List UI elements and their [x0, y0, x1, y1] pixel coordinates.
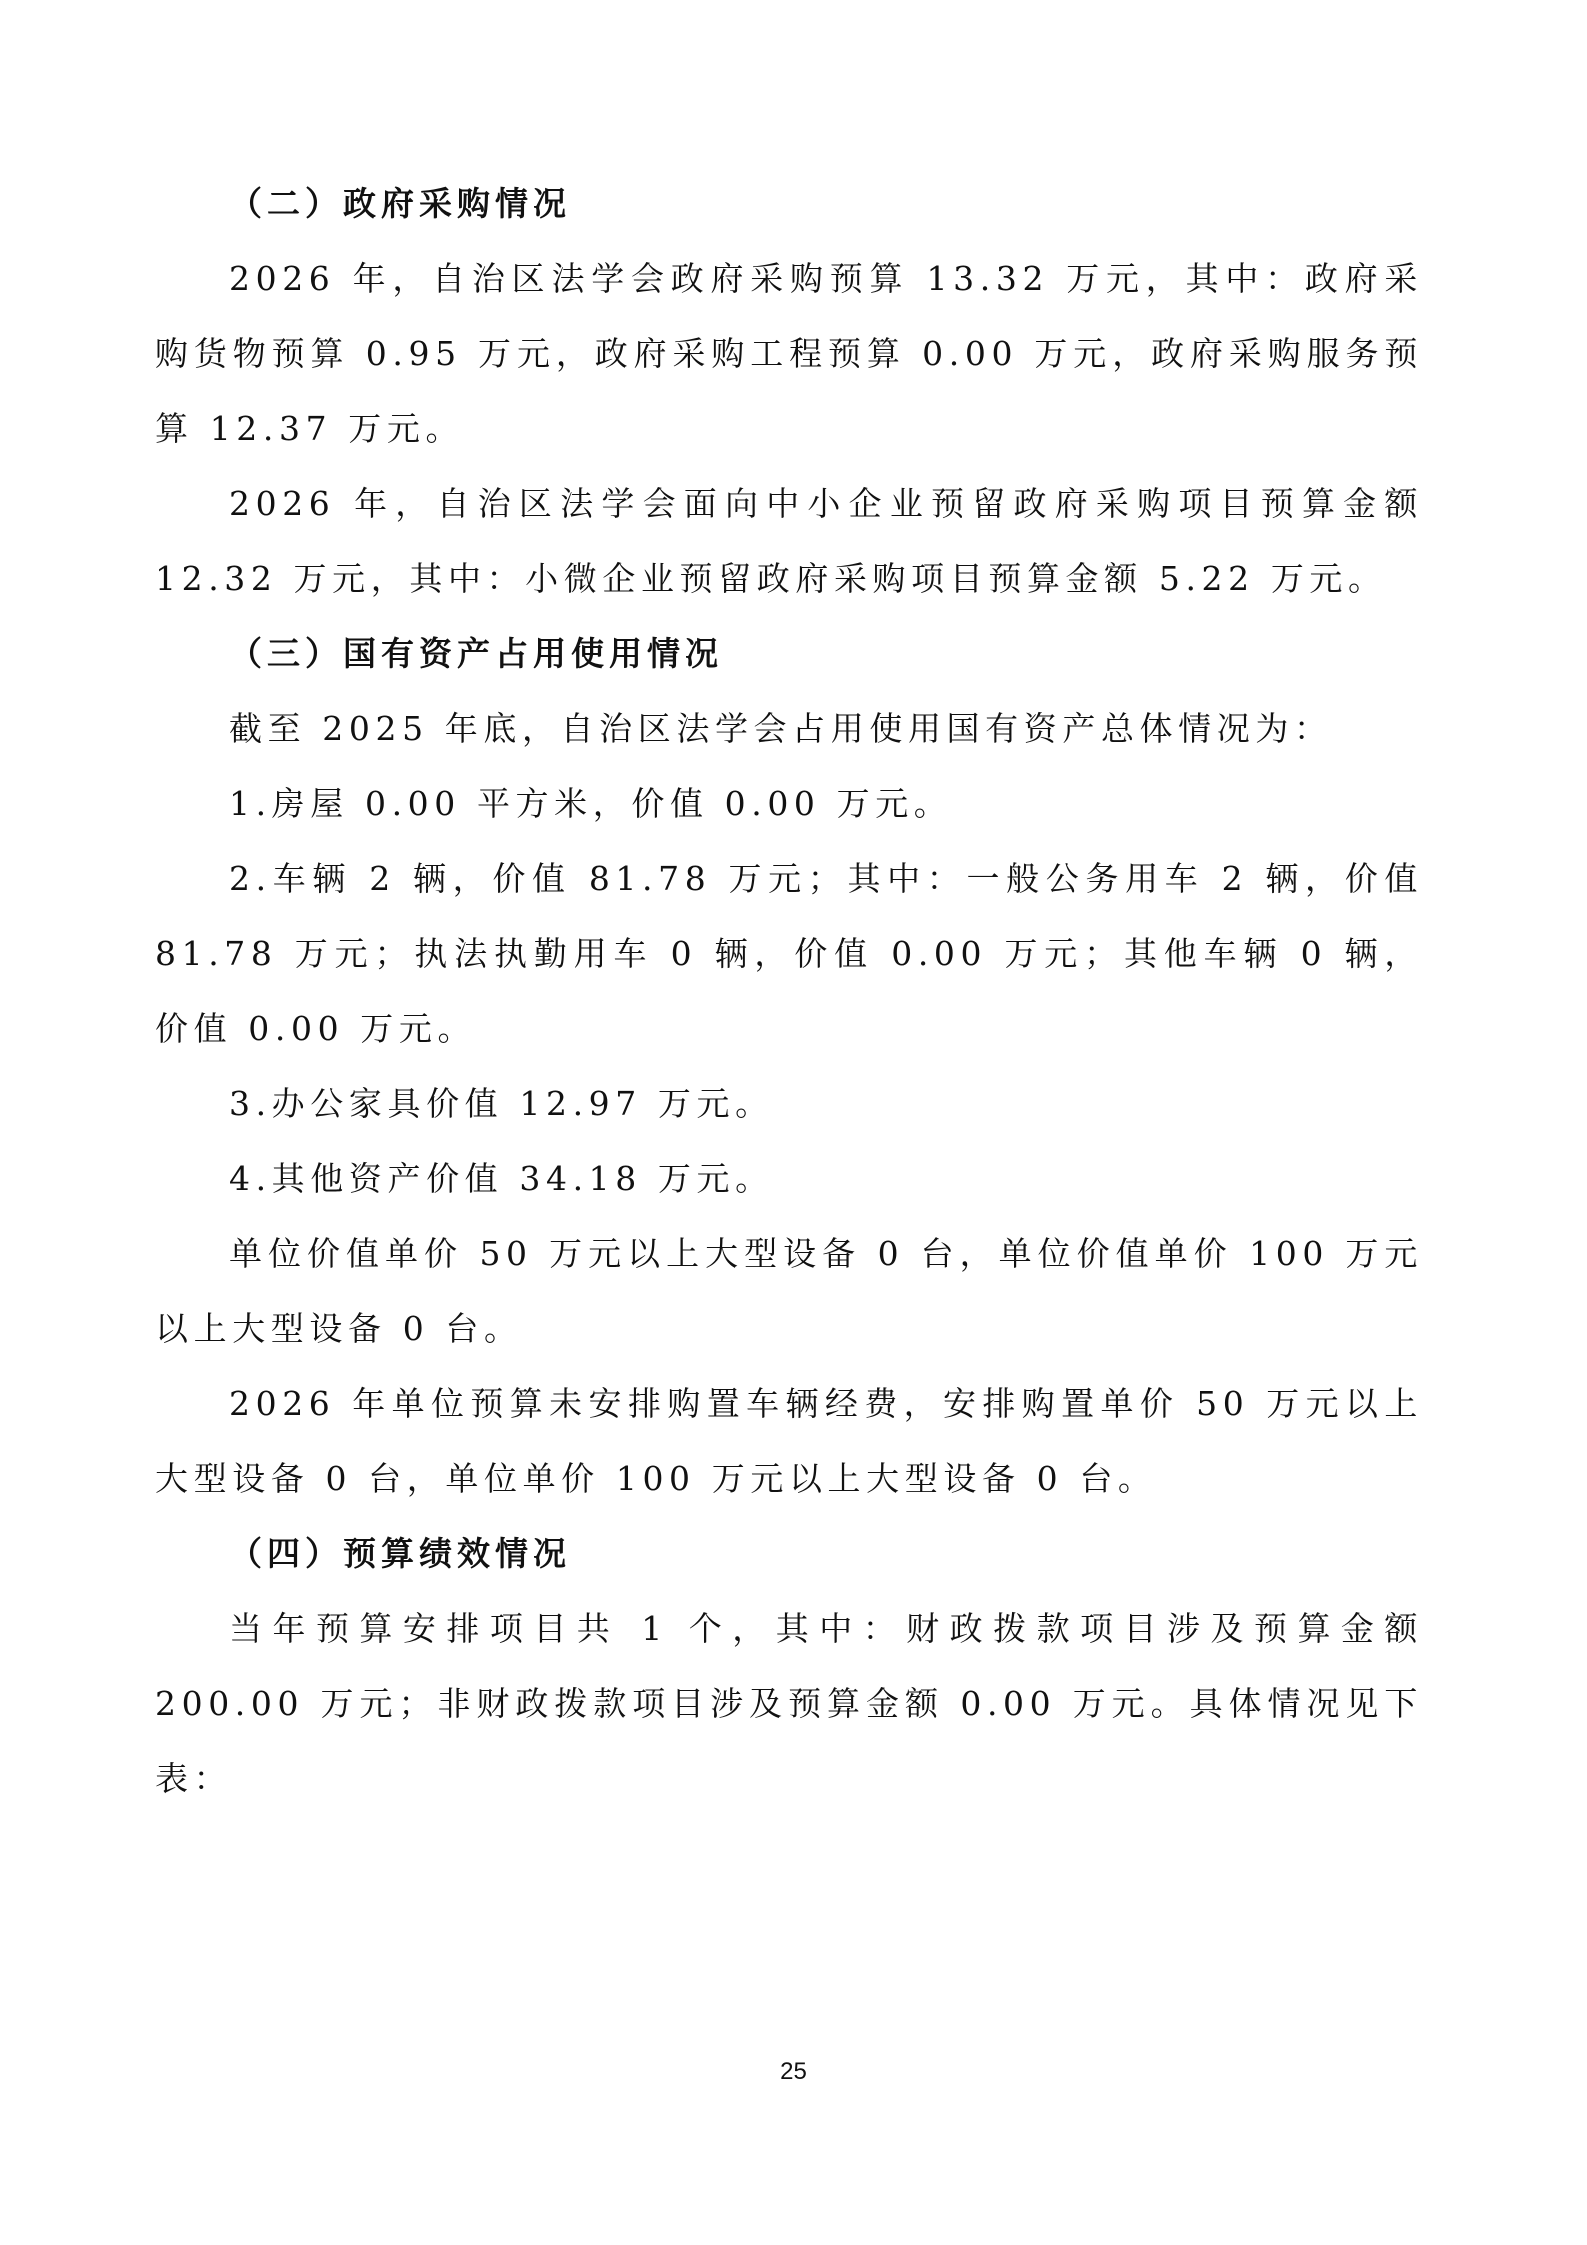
section-heading-state-assets: （三）国有资产占用使用情况: [229, 634, 723, 673]
page-number: 25: [780, 2058, 807, 2085]
list-item-other-assets: 4.其他资产价值 34.18 万元。: [229, 1159, 774, 1198]
list-item-vehicles: 2.车辆 2 辆，价值 81.78 万元；其中：一般公务用车 2 辆，价值 81.78 万元；执法执勤用车 0 辆，价值 0.00 万元；其他车辆 0 辆，价值 0.00 万元。: [155, 859, 1423, 1048]
paragraph-procurement-budget: 2026 年，自治区法学会政府采购预算 13.32 万元，其中：政府采购货物预算 0.95 万元，政府采购工程预算 0.00 万元，政府采购服务预算 12.37 万元。: [155, 259, 1423, 448]
paragraph-sme-reserved-budget: 2026 年，自治区法学会面向中小企业预留政府采购项目预算金额 12.32 万元，其中：小微企业预留政府采购项目预算金额 5.22 万元。: [155, 484, 1423, 598]
document-body: [155, 166, 1423, 1816]
paragraph-performance-projects: 当年预算安排项目共 1 个，其中：财政拨款项目涉及预算金额 200.00 万元；非财政拨款项目涉及预算金额 0.00 万元。具体情况见下表：: [155, 1609, 1423, 1798]
list-item-furniture: 3.办公家具价值 12.97 万元。: [229, 1084, 774, 1123]
paragraph-assets-summary: 截至 2025 年底，自治区法学会占用使用国有资产总体情况为：: [229, 709, 1333, 748]
list-item-buildings: 1.房屋 0.00 平方米，价值 0.00 万元。: [229, 784, 953, 823]
paragraph-large-equipment: 单位价值单价 50 万元以上大型设备 0 台，单位价值单价 100 万元以上大型设备 0 台。: [155, 1234, 1423, 1348]
paragraph-purchase-plan: 2026 年单位预算未安排购置车辆经费，安排购置单价 50 万元以上大型设备 0 台，单位单价 100 万元以上大型设备 0 台。: [155, 1384, 1423, 1498]
section-heading-procurement: （二）政府采购情况: [229, 184, 571, 223]
section-heading-performance: （四）预算绩效情况: [229, 1534, 571, 1573]
